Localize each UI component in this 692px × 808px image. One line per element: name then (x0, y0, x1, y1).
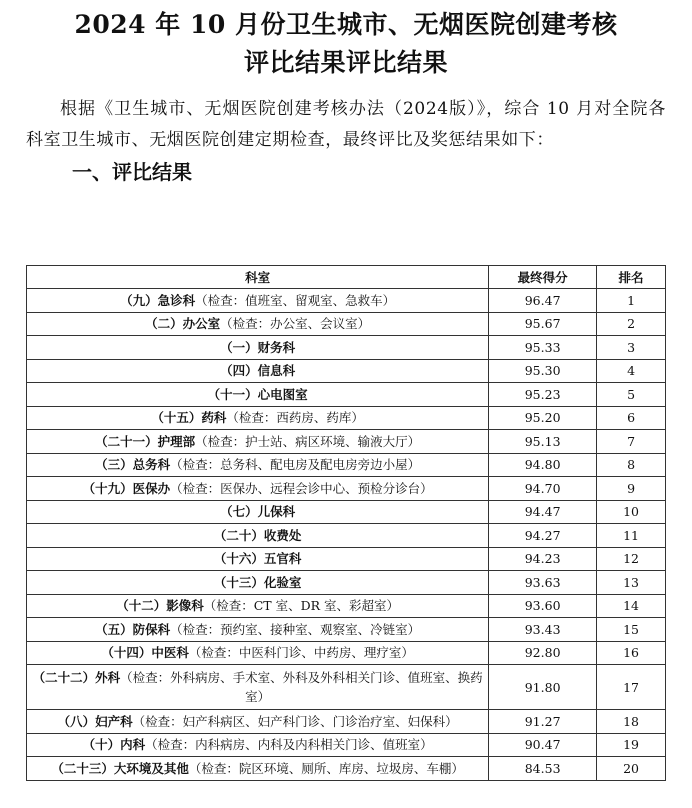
department-name: （十三）化验室 (213, 574, 302, 590)
section-heading: 一、评比结果 (72, 160, 192, 184)
table-row (27, 571, 666, 595)
score-cell: 96.47 (489, 289, 597, 313)
department-cell (27, 571, 489, 595)
department-name: （三）总务科 (95, 457, 171, 473)
inspection-note: （检查：外科病房、手术室、外科及外科相关门诊、值班室、换药室） (120, 670, 483, 704)
department-name: （九）急诊科 (120, 292, 196, 308)
department-name: （二十一）护理部 (95, 433, 196, 449)
rank-cell: 1 (597, 289, 666, 313)
department-cell (27, 618, 489, 642)
table-row (27, 500, 666, 524)
header-department: 科室 (27, 266, 489, 289)
score-cell: 91.27 (489, 710, 597, 734)
table-row (27, 547, 666, 571)
header-score: 最终得分 (489, 266, 597, 289)
department-cell (27, 733, 489, 757)
department-name: （八）妇产科 (57, 713, 133, 729)
inspection-note: （检查：办公室、会议室） (220, 316, 371, 332)
inspection-note: （检查：CT 室、DR 室、彩超室） (203, 598, 399, 614)
rank-cell: 17 (597, 665, 666, 710)
department-cell (27, 500, 489, 524)
department-name: （五）防保科 (95, 621, 171, 637)
department-cell (27, 594, 489, 618)
table-row (27, 430, 666, 454)
score-cell: 94.70 (489, 477, 597, 501)
rank-cell: 9 (597, 477, 666, 501)
department-name: （十一）心电图室 (207, 386, 308, 402)
department-name: （七）儿保科 (220, 504, 296, 520)
department-cell (27, 524, 489, 548)
rank-cell: 10 (597, 500, 666, 524)
score-cell: 95.20 (489, 406, 597, 430)
rank-cell: 20 (597, 757, 666, 781)
score-cell: 94.47 (489, 500, 597, 524)
department-cell (27, 453, 489, 477)
table-row (27, 641, 666, 665)
department-cell (27, 289, 489, 313)
department-name: （十四）中医科 (101, 645, 189, 661)
department-name: （十二）影像科 (116, 598, 204, 614)
inspection-note: （检查：医保办、远程会诊中心、预检分诊台） (170, 480, 433, 496)
rank-cell: 7 (597, 430, 666, 454)
inspection-note: （检查：西药房、药库） (226, 410, 364, 426)
inspection-note: （检查：总务科、配电房及配电房旁边小屋） (170, 457, 421, 473)
table-row (27, 710, 666, 734)
department-cell (27, 477, 489, 501)
department-cell (27, 336, 489, 360)
rank-cell: 11 (597, 524, 666, 548)
table-row (27, 477, 666, 501)
table-row (27, 524, 666, 548)
score-cell: 95.30 (489, 359, 597, 383)
table-row (27, 453, 666, 477)
inspection-note: （检查：妇产科病区、妇产科门诊、门诊治疗室、妇保科） (132, 713, 458, 729)
score-cell: 92.80 (489, 641, 597, 665)
score-cell: 95.67 (489, 312, 597, 336)
table-row (27, 618, 666, 642)
rank-cell: 13 (597, 571, 666, 595)
table-row (27, 757, 666, 781)
table-row (27, 733, 666, 757)
title-line-2: 评比结果评比结果 (243, 48, 448, 77)
department-name: （十六）五官科 (213, 551, 302, 567)
rank-cell: 14 (597, 594, 666, 618)
results-table (26, 265, 666, 781)
score-cell: 94.27 (489, 524, 597, 548)
score-cell: 95.13 (489, 430, 597, 454)
rank-cell: 5 (597, 383, 666, 407)
rank-cell: 16 (597, 641, 666, 665)
inspection-note: （检查：值班室、留观室、急救车） (195, 292, 396, 308)
rank-cell: 8 (597, 453, 666, 477)
department-cell (27, 710, 489, 734)
inspection-note: （检查：内科病房、内科及内科相关门诊、值班室） (145, 737, 433, 753)
score-cell: 93.43 (489, 618, 597, 642)
department-name: （十九）医保办 (82, 480, 171, 496)
inspection-note: （检查：中医科门诊、中药房、理疗室） (188, 645, 414, 661)
department-cell (27, 757, 489, 781)
department-name: （一）财务科 (220, 339, 296, 355)
score-cell: 93.60 (489, 594, 597, 618)
score-cell: 94.23 (489, 547, 597, 571)
department-name: （十）内科 (82, 737, 146, 753)
table-row (27, 289, 666, 313)
department-cell (27, 547, 489, 571)
department-name: （二十）收费处 (213, 527, 302, 543)
table-body (27, 289, 666, 781)
inspection-note: （检查：院区环境、厕所、库房、垃圾房、车棚） (188, 760, 464, 776)
rank-cell: 12 (597, 547, 666, 571)
inspection-note: （检查：护士站、病区环境、输液大厅） (195, 433, 421, 449)
table-row (27, 336, 666, 360)
score-cell: 95.23 (489, 383, 597, 407)
table-header-row (27, 266, 666, 289)
rank-cell: 6 (597, 406, 666, 430)
rank-cell: 18 (597, 710, 666, 734)
department-cell (27, 312, 489, 336)
table-row (27, 383, 666, 407)
department-name: （二十二）外科 (32, 670, 121, 685)
title-line-1: 2024 年 10 月份卫生城市、无烟医院创建考核 (74, 10, 618, 39)
table-row (27, 594, 666, 618)
score-cell: 95.33 (489, 336, 597, 360)
table-row (27, 359, 666, 383)
department-cell (27, 383, 489, 407)
rank-cell: 4 (597, 359, 666, 383)
score-cell: 94.80 (489, 453, 597, 477)
table-row (27, 406, 666, 430)
header-rank: 排名 (597, 266, 666, 289)
rank-cell: 15 (597, 618, 666, 642)
department-name: （二十三）大环境及其他 (51, 760, 189, 776)
inspection-note: （检查：预约室、接种室、观察室、冷链室） (170, 621, 421, 637)
intro-paragraph: 根据《卫生城市、无烟医院创建考核办法（2024版）》，综合 10 月对全院各科室卫生城市、无烟医院创建定期检查，最终评比及奖惩结果如下： (26, 99, 666, 150)
table-row (27, 665, 666, 710)
department-cell (27, 406, 489, 430)
department-name: （四）信息科 (220, 363, 296, 379)
score-cell: 93.63 (489, 571, 597, 595)
department-name: （十五）药科 (151, 410, 227, 426)
table-row (27, 312, 666, 336)
department-cell (27, 641, 489, 665)
rank-cell: 2 (597, 312, 666, 336)
department-cell (27, 665, 489, 710)
department-name: （二）办公室 (145, 316, 221, 332)
score-cell: 84.53 (489, 757, 597, 781)
department-cell (27, 430, 489, 454)
rank-cell: 19 (597, 733, 666, 757)
score-cell: 91.80 (489, 665, 597, 710)
score-cell: 90.47 (489, 733, 597, 757)
department-cell (27, 359, 489, 383)
document-title (0, 6, 692, 82)
rank-cell: 3 (597, 336, 666, 360)
